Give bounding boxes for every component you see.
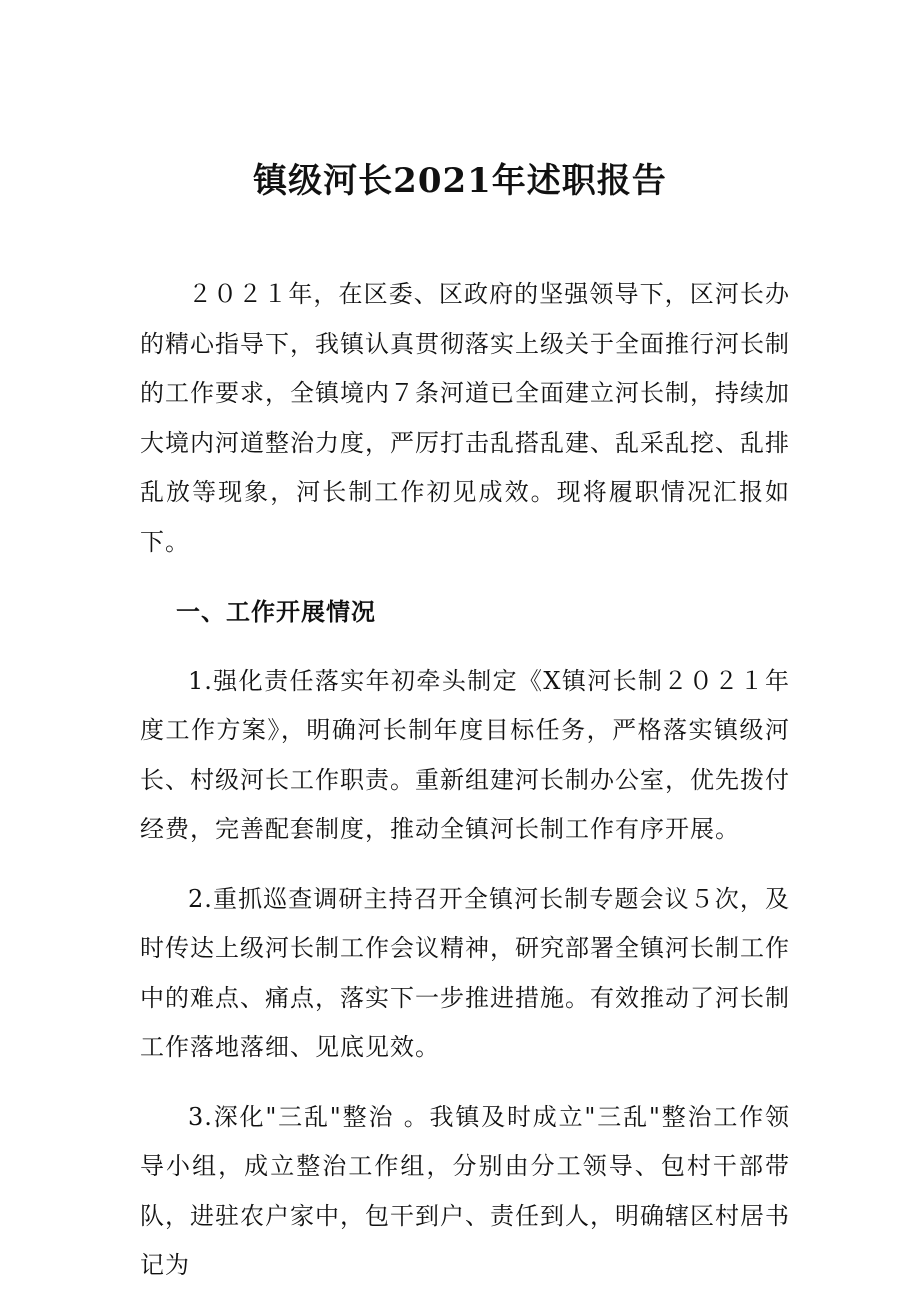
section-item-3: 3.深化"三乱"整治 。我镇及时成立"三乱"整治工作领导小组，成立整治工作组，分别由分工领导、包村干部带队，进驻农户家中，包干到户、责任到人，明确辖区村居书记为 <box>140 1102 790 1279</box>
document-title: 镇级河长2021年述职报告 <box>253 160 667 201</box>
section-item-1: 1.强化责任落实年初牵头制定《X镇河长制２０２１年度工作方案》，明确河长制年度目标任务，严格落实镇级河长、村级河长工作职责。重新组建河长制办公室，优先拨付经费，完善配套制度，推动全镇河长制工作有序开展。 <box>140 666 790 843</box>
section-heading: 一、工作开展情况 <box>176 597 376 626</box>
intro-paragraph: ２０２１年，在区委、区政府的坚强领导下，区河长办的精心指导下，我镇认真贯彻落实上级关于全面推行河长制的工作要求，全镇境内７条河道已全面建立河长制，持续加大境内河道整治力度，严厉打击乱搭乱建、乱采乱挖、乱排乱放等现象，河长制工作初见成效。现将履职情况汇报如下。 <box>140 280 790 556</box>
section-item-2: 2.重抓巡查调研主持召开全镇河长制专题会议５次，及时传达上级河长制工作会议精神，研究部署全镇河长制工作中的难点、痛点，落实下一步推进措施。有效推动了河长制工作落地落细、见底见效。 <box>140 884 790 1061</box>
document-body <box>140 270 790 1291</box>
